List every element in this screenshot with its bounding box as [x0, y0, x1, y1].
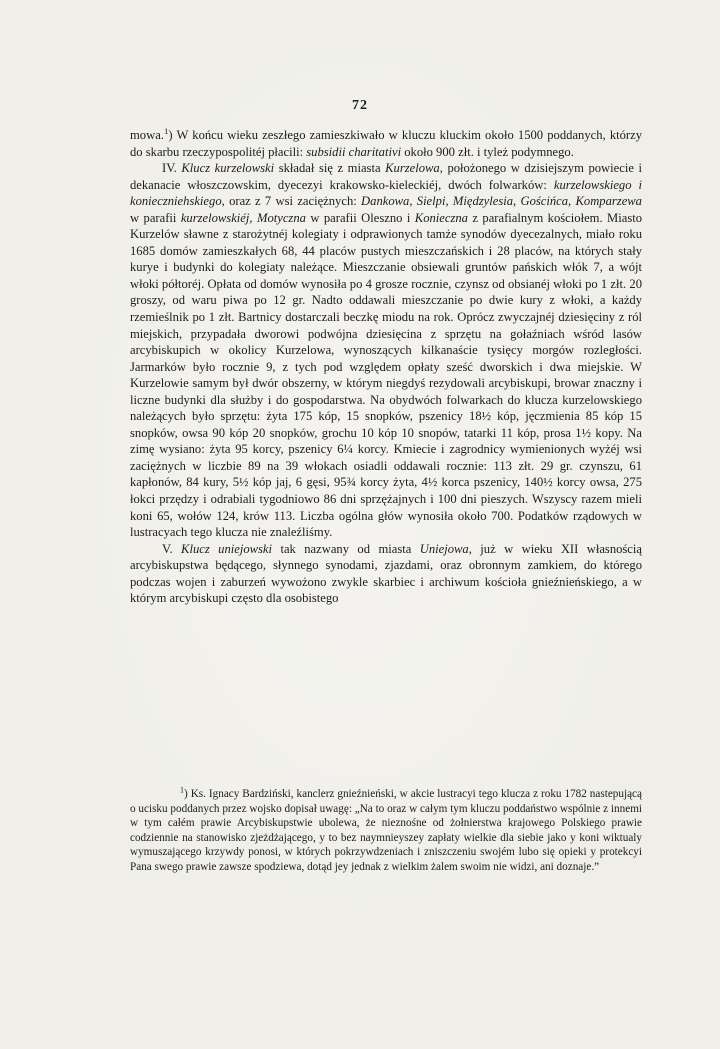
page-number: 72: [352, 98, 368, 113]
italic-text: Dankowa, Sielpi, Międzylesia, Gościńca, Komparzewa: [361, 194, 642, 209]
italic-text: kurzelowskiéj, Motyczna: [180, 210, 306, 225]
italic-text: Klucz kurzelowski: [181, 161, 275, 176]
italic-text: Uniejowa: [419, 541, 469, 556]
footnote-1: [130, 787, 642, 875]
footnote-reference: 1: [163, 125, 169, 136]
paragraph-1: [130, 127, 642, 160]
text-run: , położonego w dzisiejszym powiecie i dekanacie włoszczowskim, dyecezyi krakowsko-kieleckiéj, dwóch folwarków:: [130, 161, 642, 192]
paragraph-3: [130, 541, 642, 607]
footnote-text: ) Ks. Ignacy Bardziński, kanclerz gnieźnieński, w akcie lustracyi tego klucza z roku 1782 nastepującą o ucisku poddanych przez wojsko dopisał uwagę: „Na to oraz w całym tym kluczu poddaństwo wspólnie z innemi w tym całém prawie Arcybiskupstwie ubolewa, że nieznośne od żołnierstwa krajowego Polskiego prawie codziennie na stanowisko zjeżdżającego, y to bez naymnieyszey zapłaty wielkie dla siebie jako y koni wiktualy wymuszającego krzywdy ponosi, w których pokrzywdzeniach i zniszczeniu swojém lubo się opieki y protekcyi Pana swego prawie zawsze spodziewa, dotąd jey jednak z wielkim żalem swoim nie widzi, ani doznaje.”: [130, 788, 642, 873]
text-run: mowa.: [130, 128, 164, 142]
paragraph-2: [130, 160, 642, 541]
text-run: ) W końcu wieku zeszłego zamieszkiwało w kluczu kluckim około 1500 poddanych, którzy do skarbu rzeczypospolitéj płacili:: [130, 128, 642, 159]
italic-text: Kurzelowa: [385, 161, 440, 176]
footnote-marker: 1: [180, 785, 185, 795]
text-run: około 900 złt. i tyleż podymnego.: [401, 144, 574, 159]
text-run: , oraz z 7 wsi zaciężnych:: [221, 194, 362, 209]
text-run: składał się z miasta: [274, 161, 386, 176]
text-run: IV.: [162, 161, 182, 176]
text-run: tak nazwany od miasta: [272, 541, 420, 556]
italic-text: Klucz uniejowski: [181, 541, 273, 556]
text-run: w parafii: [130, 210, 181, 225]
text-run: , już w wieku XII własnością arcybiskupstwa będącego, słynnego synodami, zjazdami, oraz obronnym zamkiem, do którego podczas wojen i zaburzeń wywożono zwykle skarbiec i archiwum kościoła gnieźnieńskiego, a w którym arcybiskupi często dla osobistego: [130, 541, 642, 606]
footnotes: [130, 787, 642, 875]
italic-text: Konieczna: [414, 210, 468, 225]
text-run: V.: [162, 541, 182, 556]
italic-text: subsidii charitativi: [306, 144, 402, 159]
body-text: [130, 127, 642, 607]
italic-text: kurzelowskiego i konieczniehskiego: [130, 177, 643, 209]
text-run: w parafii Oleszno i: [305, 210, 415, 225]
text-run: z parafialnym kościołem. Miasto Kurzelów sławne z starożytnéj kolegiaty i odprawionych tamże synodów dyecezalnych, miało roku 1685 domów zamieszkałych 68, 44 placów pustych mieszczańskich i 28 placów, na których stały kurye i budynki do kolegiaty należące. Mieszczanie obsiewali gruntów pańskich włók 7, a wójt włoki półtoréj. Opłata od domów wynosiła po 4 grosze rocznie, czynsz od obsianéj włoki po 1 złt. 20 groszy, od waru piwa po 12 gr. Nadto oddawali mieszczanie po dwie kury z włoki, a każdy rzemieślnik po 1 złt. Bartnicy dostarczali beczkę miodu na rok. Oprócz zwyczajnéj dziesięciny z ról miejskich, przypadała dworowi podwójna dziesięcina z sprzętu na gołaźniach wśród lasów arcybiskupich w okolicy Kurzelowa, wynoszących kilkanaście tysięcy morgów rozległości. Jarmarków było rocznie 9, z tych pod względem opłaty sześć dworskich i dwa miejskie. W Kurzelowie samym był dwór obszerny, w którym niegdyś rezydowali arcybiskupi, browar znaczny i liczne budynki dla służby i do gospodarstwa. Na obydwóch folwarkach do klucza kurzelowskiego należących było sprzętu: żyta 175 kóp, 15 snopków, pszenicy 18½ kóp, jęczmienia 85 kóp 15 snopków, owsa 90 kóp 20 snopków, grochu 10 kóp 10 snopów, tatarki 11 kóp, prosa 1½ kopy. Na zimę wysiano: żyta 95 korcy, pszenicy 6¼ korcy. Kmiecie i zagrodnicy wymienionych wyżéj wsi zaciężnych w liczbie 89 na 39 włokach osiadli oddawali rocznie: 113 złt. 29 gr. czynszu, 61 kapłonów, 84 kury, 5½ kóp jaj, 6 gęsi, 95¾ korcy żyta, 4½ korca pszenicy, 140½ korcy owsa, 275 łokci przędzy i odrabiali tygodniowo 86 dni sprzężajnych i 100 dni pieszych. Wszyscy razem mieli koni 65, wołów 124, krów 113. Liczba ogólna głów wynosiła około 700. Podatków rządowych w lustracyach tego klucza nie znaleźliśmy.: [130, 210, 643, 540]
